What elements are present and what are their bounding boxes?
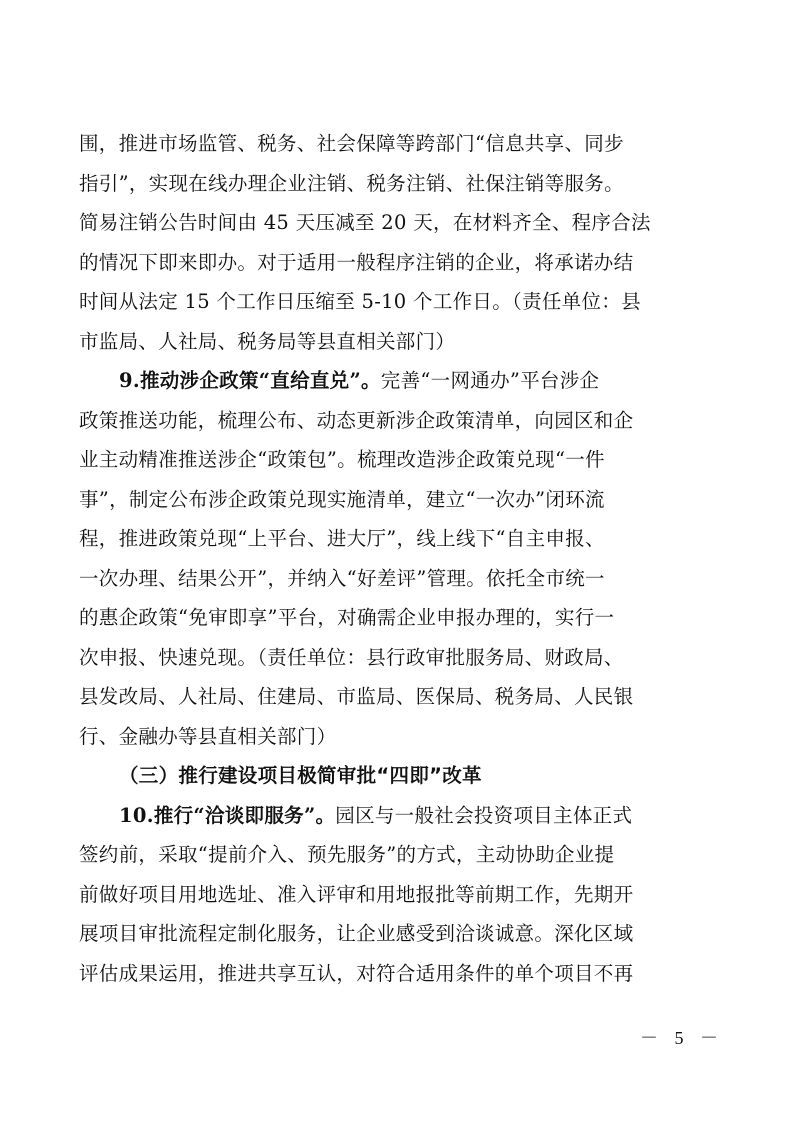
text-line: 时间从法定 15 个工作日压缩至 5-10 个工作日。（责任单位：县 <box>79 290 641 313</box>
text-line: 次申报、快速兑现。（责任单位：县行政审批服务局、财政局、 <box>79 645 624 669</box>
item-10-heading: 10.推行“洽谈即服务”。 <box>119 803 336 827</box>
text-line: 前做好项目用地选址、准入评审和用地报批等前期工作，先期开 <box>79 882 634 906</box>
text-line: 指引”，实现在线办理企业注销、税务注销、社保注销等服务。 <box>79 171 624 195</box>
text-line: 一次办理、结果公开”，并纳入“好差评”管理。依托全市统一 <box>79 566 605 590</box>
text-line: 展项目审批流程定制化服务，让企业感受到洽谈诚意。深化区域 <box>79 922 634 945</box>
text-line: 县发改局、人社局、住建局、市监局、医保局、税务局、人民银 <box>79 685 634 708</box>
text-line: 政策推送功能，梳理公布、动态更新涉企政策清单，向园区和企 <box>79 408 634 432</box>
item-9-first-text: 完善“一网通办”平台涉企 <box>380 369 600 392</box>
text-line: 市监局、人社局、税务局等县直相关部门） <box>79 329 456 353</box>
text-line: 评估成果运用，推进共享互认，对符合适用条件的单个项目不再 <box>79 961 634 985</box>
text-line: 围，推进市场监管、税务、社会保障等跨部门“信息共享、同步 <box>79 132 624 155</box>
page-number: － 5 － <box>640 1028 724 1048</box>
text-line: 的情况下即来即办。对于适用一般程序注销的企业，将承诺办结 <box>79 250 634 274</box>
text-line: 简易注销公告时间由 45 天压减至 20 天，在材料齐全、程序合法 <box>79 211 651 234</box>
text-line: 行、金融办等县直相关部门） <box>79 724 337 748</box>
section-3-heading: （三）推行建设项目极简审批“四即”改革 <box>119 764 482 787</box>
item-10-first-line <box>79 796 715 836</box>
text-line: 事”，制定公布涉企政策兑现实施清单，建立“一次办”闭环流 <box>79 487 605 511</box>
text-line: 的惠企政策“免审即享”平台，对确需企业申报办理的，实行一 <box>79 606 615 629</box>
item-10-first-text: 园区与一般社会投资项目主体正式 <box>335 803 633 827</box>
text-line: 程，推进政策兑现“上平台、进大厅”，线上线下“自主申报、 <box>79 527 605 550</box>
text-line: 签约前，采取“提前介入、预先服务”的方式，主动协助企业提 <box>79 843 615 866</box>
text-line: 业主动精准推送涉企“政策包”。梳理改造涉企政策兑现“一件 <box>79 448 605 471</box>
body-text <box>79 124 715 993</box>
item-9-heading: 9.推动涉企政策“直给直兑”。 <box>119 369 381 392</box>
item-9-first-line <box>79 361 715 401</box>
